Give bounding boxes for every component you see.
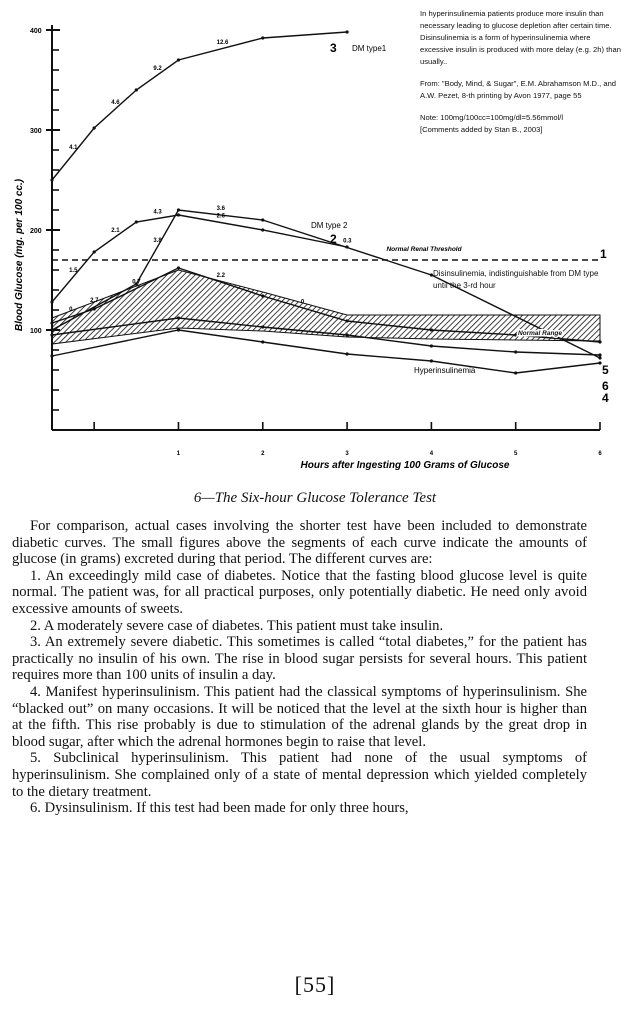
series-point-4	[50, 354, 53, 357]
series-point-2	[135, 220, 138, 223]
x-axis-label: Hours after Ingesting 100 Grams of Glucose	[300, 460, 510, 471]
curve-number-label: 3	[330, 41, 337, 55]
series-name-dm2: DM type 2	[311, 221, 348, 230]
x-tick-label: 1	[176, 451, 181, 457]
curve-number-label: 5	[602, 363, 609, 377]
series-point-1	[430, 328, 433, 331]
comment-note	[420, 8, 625, 146]
body-item-3: 3. An extremely severe diabetic. This sometimes is called “total diabetes,” for the patient has practically no insulin of his own. The rise in blood sugar persists for several hours. This patient requires more than 100 units of insulin a day.	[12, 634, 587, 684]
body-text	[12, 518, 587, 817]
series-point-5	[50, 333, 53, 336]
segment-label: 2.2	[216, 273, 225, 279]
body-item-2: 2. A moderately severe case of diabetes. This patient must take insulin.	[30, 617, 444, 634]
series-point-1	[93, 307, 96, 310]
series-point-4	[514, 371, 517, 374]
series-point-6	[50, 328, 53, 331]
x-tick-label: 4	[429, 451, 434, 457]
note-unit: Note: 100mg/100cc=100mg/dl=5.56mmol/l	[420, 113, 564, 122]
y-tick-label: 100	[30, 328, 42, 335]
note-credit: [Comments added by Stan B., 2003]	[420, 125, 543, 134]
segment-label: 2.6	[216, 213, 225, 220]
series-point-4	[177, 328, 180, 331]
series-point-5	[598, 353, 601, 356]
body-item-1: 1. An exceedingly mild case of diabetes. Notice that the fasting blood glucose level is quite normal. The patient was, for all practical purposes, only potentially diabetic. He need only avoid excessive amounts of sweets.	[12, 567, 587, 617]
series-point-5	[261, 325, 264, 328]
y-axis-label: Blood Glucose (mg. per 100 cc.)	[14, 178, 25, 332]
series-point-3	[261, 36, 264, 39]
x-tick-label: 3	[345, 451, 349, 457]
series-point-4	[261, 340, 264, 343]
series-point-3	[50, 178, 53, 181]
series-point-2	[93, 250, 96, 253]
series-point-1	[514, 333, 517, 336]
segment-label: 2.7	[90, 298, 99, 304]
x-tick-label: 5	[514, 451, 518, 457]
y-tick-label: 400	[30, 28, 42, 35]
curve-number-label: 1	[600, 247, 607, 261]
segment-label: 4.3	[153, 209, 162, 216]
note-source: From: "Body, Mind, & Sugar", E.M. Abrahamson M.D., and A.W. Pezet, 8-th printing by Avon 1977, page 55	[420, 79, 617, 100]
series-point-6	[598, 356, 601, 359]
segment-label: 3.8	[153, 238, 162, 244]
series-name-dm1: DM type1	[352, 44, 387, 53]
segment-label: 0.7	[132, 279, 141, 286]
series-line-3	[52, 32, 347, 180]
series-point-3	[93, 126, 96, 129]
y-tick-label: 300	[30, 128, 42, 135]
body-item-6: 6. Dysinsulinism. If this test had been made for only three hours,	[30, 800, 409, 817]
curve-number-label: 6	[602, 379, 609, 393]
series-point-2	[177, 213, 180, 216]
series-point-1	[345, 319, 348, 322]
series-point-3	[135, 88, 138, 91]
note-paragraph: In hyperinsulinemia patients produce more insulin than necessary leading to glucose depletion after certain time. Disinsulinemia is a form of hyperinsulinemia where excessive insulin is produced with more delay (e.g. 2h) than usually..	[420, 9, 621, 66]
dysinsulinemia-annotation: Disinsulinemia, indistinguishable from DM type until the 3-rd hour	[433, 269, 599, 290]
series-point-4	[430, 359, 433, 362]
series-point-5	[345, 333, 348, 336]
x-tick-label: 6	[598, 451, 602, 457]
series-point-1	[598, 340, 601, 343]
segment-label: 9.2	[153, 66, 162, 72]
curve-number-label: 4	[602, 391, 609, 405]
body-item-4: 4. Manifest hyperinsulinism. This patient had the classical symptoms of hyperinsulinism. She “blacked out” on many occasions. It will be noticed that the level at the sixth hour is higher than at the fifth. This rise probably is due to stimulation of the adrenal glands by the great drop in blood sugar, after which the adrenal hormones begin to raise that level.	[12, 683, 587, 750]
normal-range-label: Normal Range	[517, 330, 563, 337]
series-point-1	[261, 294, 264, 297]
series-point-2	[50, 300, 53, 303]
series-point-5	[514, 350, 517, 353]
series-point-3	[177, 58, 180, 61]
segment-label: 0	[300, 299, 305, 306]
series-point-6	[177, 208, 180, 211]
segment-label: 0	[69, 307, 73, 313]
series-point-5	[177, 316, 180, 319]
y-tick-label: 200	[30, 228, 42, 235]
series-point-5	[430, 344, 433, 347]
series-point-2	[261, 228, 264, 231]
figure-caption: 6—The Six-hour Glucose Tolerance Test	[193, 490, 437, 506]
segment-label: 4.6	[111, 100, 120, 106]
threshold-label: Normal Renal Threshold	[386, 246, 462, 253]
segment-label: 12.6	[216, 40, 229, 46]
segment-label: 1.5	[69, 268, 78, 274]
series-point-1	[50, 321, 53, 324]
body-item-5: 5. Subclinical hyperinsulinism. This patient had none of the usual symptoms of hyperinsulinism. She complained only of a state of mental depression which yielded completely to the dietary treatment.	[12, 750, 587, 800]
segment-label: 3.6	[216, 206, 225, 212]
curve-number-label: 2	[330, 232, 337, 246]
series-point-3	[345, 30, 348, 33]
page-number: [55]	[294, 972, 336, 997]
series-point-6	[261, 218, 264, 221]
x-tick-label: 2	[261, 451, 265, 457]
series-name-hyper: Hyperinsulinemia	[414, 366, 476, 375]
segment-label: 0.3	[343, 238, 352, 245]
series-point-1	[177, 266, 180, 269]
segment-label: 4.1	[69, 145, 78, 151]
segment-label: 2.1	[111, 228, 120, 234]
body-intro: For comparison, actual cases involving the shorter test have been included to demonstrate diabetic curves. The small figures above the segments of each curve indicate the amounts of glucose (in grams) excreted during that period. The different curves are:	[12, 518, 587, 568]
series-point-4	[345, 352, 348, 355]
